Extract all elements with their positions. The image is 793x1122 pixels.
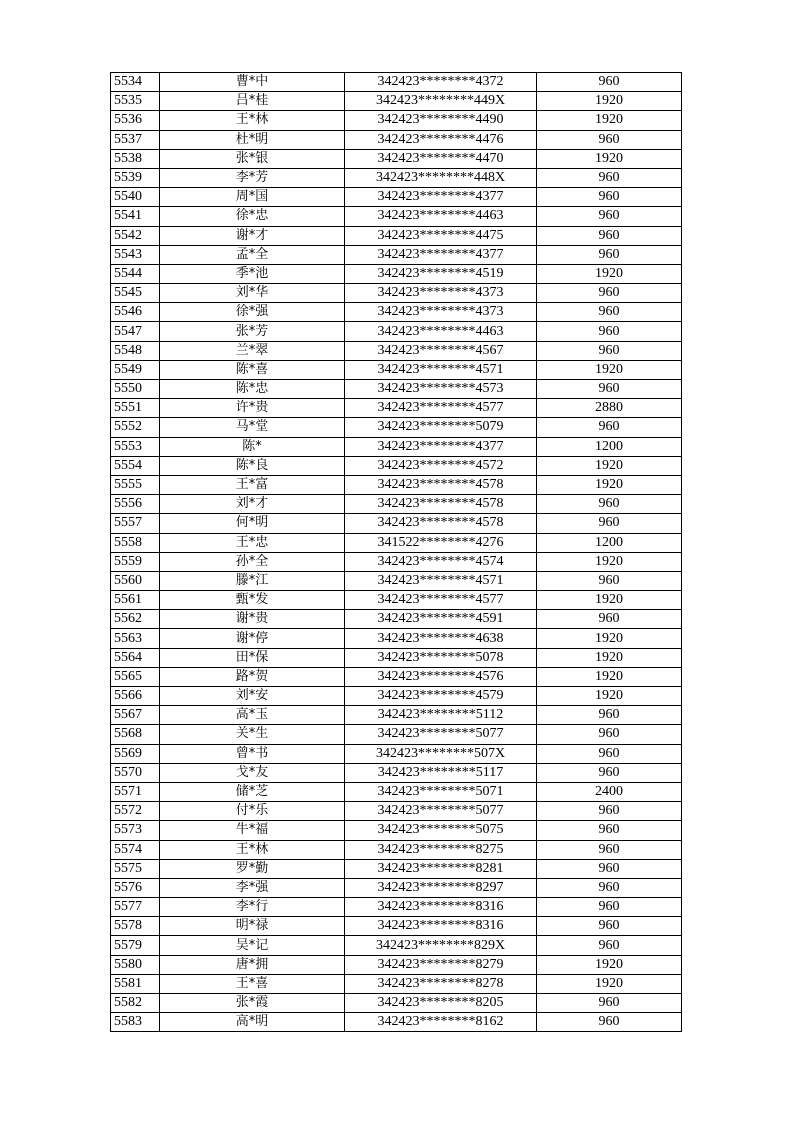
id-number-cell: 342423********448X xyxy=(345,168,537,187)
amount-cell: 1920 xyxy=(537,974,682,993)
name-cell: 高*明 xyxy=(160,1013,345,1032)
id-number-cell: 342423********5112 xyxy=(345,706,537,725)
id-number-cell: 342423********4470 xyxy=(345,149,537,168)
row-number-cell: 5573 xyxy=(111,821,160,840)
name-cell: 吴*记 xyxy=(160,936,345,955)
id-number-cell: 342423********4577 xyxy=(345,591,537,610)
name-cell: 杜*明 xyxy=(160,130,345,149)
table-row xyxy=(111,648,682,667)
row-number-cell: 5546 xyxy=(111,303,160,322)
amount-cell: 960 xyxy=(537,495,682,514)
amount-cell: 1200 xyxy=(537,437,682,456)
id-number-cell: 341522********4276 xyxy=(345,533,537,552)
id-number-cell: 342423********4571 xyxy=(345,571,537,590)
table-row xyxy=(111,418,682,437)
name-cell: 张*霞 xyxy=(160,994,345,1013)
amount-cell: 1920 xyxy=(537,955,682,974)
row-number-cell: 5536 xyxy=(111,111,160,130)
name-cell: 李*行 xyxy=(160,898,345,917)
table-row xyxy=(111,840,682,859)
amount-cell: 1920 xyxy=(537,149,682,168)
amount-cell: 960 xyxy=(537,994,682,1013)
amount-cell: 960 xyxy=(537,303,682,322)
table-row xyxy=(111,898,682,917)
name-cell: 甄*发 xyxy=(160,591,345,610)
row-number-cell: 5563 xyxy=(111,629,160,648)
name-cell: 张*银 xyxy=(160,149,345,168)
table-row xyxy=(111,706,682,725)
amount-cell: 1920 xyxy=(537,360,682,379)
row-number-cell: 5580 xyxy=(111,955,160,974)
table-row xyxy=(111,514,682,533)
id-number-cell: 342423********5117 xyxy=(345,763,537,782)
name-cell: 何*明 xyxy=(160,514,345,533)
amount-cell: 960 xyxy=(537,1013,682,1032)
id-number-cell: 342423********8279 xyxy=(345,955,537,974)
row-number-cell: 5562 xyxy=(111,610,160,629)
name-cell: 储*芝 xyxy=(160,782,345,801)
id-number-cell: 342423********4373 xyxy=(345,284,537,303)
row-number-cell: 5539 xyxy=(111,168,160,187)
table-row xyxy=(111,936,682,955)
amount-cell: 960 xyxy=(537,168,682,187)
row-number-cell: 5537 xyxy=(111,130,160,149)
amount-cell: 960 xyxy=(537,859,682,878)
id-number-cell: 342423********4476 xyxy=(345,130,537,149)
id-number-cell: 342423********4377 xyxy=(345,188,537,207)
amount-cell: 960 xyxy=(537,188,682,207)
id-number-cell: 342423********8275 xyxy=(345,840,537,859)
row-number-cell: 5541 xyxy=(111,207,160,226)
row-number-cell: 5577 xyxy=(111,898,160,917)
name-cell: 徐*强 xyxy=(160,303,345,322)
amount-cell: 960 xyxy=(537,725,682,744)
amount-cell: 960 xyxy=(537,936,682,955)
row-number-cell: 5550 xyxy=(111,380,160,399)
amount-cell: 2400 xyxy=(537,782,682,801)
table-row xyxy=(111,322,682,341)
amount-cell: 960 xyxy=(537,744,682,763)
id-number-cell: 342423********4475 xyxy=(345,226,537,245)
name-cell: 田*保 xyxy=(160,648,345,667)
id-number-cell: 342423********8205 xyxy=(345,994,537,1013)
amount-cell: 960 xyxy=(537,763,682,782)
row-number-cell: 5579 xyxy=(111,936,160,955)
row-number-cell: 5569 xyxy=(111,744,160,763)
table-row xyxy=(111,380,682,399)
name-cell: 关*生 xyxy=(160,725,345,744)
row-number-cell: 5538 xyxy=(111,149,160,168)
name-cell: 张*芳 xyxy=(160,322,345,341)
id-number-cell: 342423********5075 xyxy=(345,821,537,840)
row-number-cell: 5574 xyxy=(111,840,160,859)
amount-cell: 1920 xyxy=(537,111,682,130)
row-number-cell: 5542 xyxy=(111,226,160,245)
row-number-cell: 5551 xyxy=(111,399,160,418)
table-row xyxy=(111,456,682,475)
name-cell: 王*喜 xyxy=(160,974,345,993)
name-cell: 刘*安 xyxy=(160,687,345,706)
row-number-cell: 5554 xyxy=(111,456,160,475)
table-row xyxy=(111,782,682,801)
id-number-cell: 342423********8278 xyxy=(345,974,537,993)
row-number-cell: 5555 xyxy=(111,475,160,494)
name-cell: 季*池 xyxy=(160,264,345,283)
name-cell: 王*富 xyxy=(160,475,345,494)
id-number-cell: 342423********4574 xyxy=(345,552,537,571)
table-row xyxy=(111,130,682,149)
amount-cell: 960 xyxy=(537,73,682,92)
id-number-cell: 342423********4577 xyxy=(345,399,537,418)
row-number-cell: 5547 xyxy=(111,322,160,341)
table-row xyxy=(111,994,682,1013)
table-row xyxy=(111,878,682,897)
row-number-cell: 5549 xyxy=(111,360,160,379)
row-number-cell: 5566 xyxy=(111,687,160,706)
amount-cell: 960 xyxy=(537,821,682,840)
table-row xyxy=(111,552,682,571)
row-number-cell: 5572 xyxy=(111,802,160,821)
amount-cell: 960 xyxy=(537,130,682,149)
row-number-cell: 5564 xyxy=(111,648,160,667)
name-cell: 李*芳 xyxy=(160,168,345,187)
id-number-cell: 342423********4578 xyxy=(345,475,537,494)
table-row xyxy=(111,341,682,360)
id-number-cell: 342423********5078 xyxy=(345,648,537,667)
name-cell: 谢*贵 xyxy=(160,610,345,629)
table-row xyxy=(111,821,682,840)
name-cell: 孟*全 xyxy=(160,245,345,264)
id-number-cell: 342423********4591 xyxy=(345,610,537,629)
name-cell: 曾*书 xyxy=(160,744,345,763)
id-number-cell: 342423********4373 xyxy=(345,303,537,322)
table-row xyxy=(111,629,682,648)
row-number-cell: 5556 xyxy=(111,495,160,514)
id-number-cell: 342423********8316 xyxy=(345,917,537,936)
amount-cell: 1920 xyxy=(537,687,682,706)
id-number-cell: 342423********4573 xyxy=(345,380,537,399)
table-row xyxy=(111,667,682,686)
name-cell: 陈* xyxy=(160,437,345,456)
id-number-cell: 342423********4578 xyxy=(345,495,537,514)
row-number-cell: 5576 xyxy=(111,878,160,897)
id-number-cell: 342423********4490 xyxy=(345,111,537,130)
row-number-cell: 5567 xyxy=(111,706,160,725)
amount-cell: 960 xyxy=(537,898,682,917)
name-cell: 付*乐 xyxy=(160,802,345,821)
id-number-cell: 342423********8297 xyxy=(345,878,537,897)
id-number-cell: 342423********8162 xyxy=(345,1013,537,1032)
table-row xyxy=(111,149,682,168)
table-row xyxy=(111,974,682,993)
id-number-cell: 342423********4567 xyxy=(345,341,537,360)
table-row xyxy=(111,1013,682,1032)
table-row xyxy=(111,687,682,706)
id-number-cell: 342423********4463 xyxy=(345,322,537,341)
name-cell: 明*禄 xyxy=(160,917,345,936)
table-row xyxy=(111,284,682,303)
row-number-cell: 5561 xyxy=(111,591,160,610)
id-number-cell: 342423********5077 xyxy=(345,725,537,744)
amount-cell: 960 xyxy=(537,802,682,821)
table-row xyxy=(111,955,682,974)
amount-cell: 1920 xyxy=(537,629,682,648)
name-cell: 陈*忠 xyxy=(160,380,345,399)
table-row xyxy=(111,245,682,264)
name-cell: 陈*良 xyxy=(160,456,345,475)
row-number-cell: 5565 xyxy=(111,667,160,686)
row-number-cell: 5560 xyxy=(111,571,160,590)
table-row xyxy=(111,111,682,130)
row-number-cell: 5583 xyxy=(111,1013,160,1032)
id-number-cell: 342423********4572 xyxy=(345,456,537,475)
table-row xyxy=(111,610,682,629)
row-number-cell: 5582 xyxy=(111,994,160,1013)
amount-cell: 960 xyxy=(537,341,682,360)
row-number-cell: 5559 xyxy=(111,552,160,571)
row-number-cell: 5544 xyxy=(111,264,160,283)
amount-cell: 960 xyxy=(537,514,682,533)
table-row xyxy=(111,226,682,245)
table-row xyxy=(111,744,682,763)
amount-cell: 2880 xyxy=(537,399,682,418)
table-row xyxy=(111,533,682,552)
id-number-cell: 342423********8281 xyxy=(345,859,537,878)
row-number-cell: 5581 xyxy=(111,974,160,993)
row-number-cell: 5535 xyxy=(111,92,160,111)
amount-cell: 1920 xyxy=(537,456,682,475)
table-row xyxy=(111,264,682,283)
table-row xyxy=(111,168,682,187)
name-cell: 孙*全 xyxy=(160,552,345,571)
id-number-cell: 342423********5071 xyxy=(345,782,537,801)
id-number-cell: 342423********5077 xyxy=(345,802,537,821)
name-cell: 许*贵 xyxy=(160,399,345,418)
name-cell: 王*林 xyxy=(160,111,345,130)
name-cell: 兰*翠 xyxy=(160,341,345,360)
table-row xyxy=(111,92,682,111)
id-number-cell: 342423********4578 xyxy=(345,514,537,533)
amount-cell: 1920 xyxy=(537,264,682,283)
name-cell: 刘*才 xyxy=(160,495,345,514)
row-number-cell: 5543 xyxy=(111,245,160,264)
table-row xyxy=(111,399,682,418)
row-number-cell: 5545 xyxy=(111,284,160,303)
amount-cell: 960 xyxy=(537,207,682,226)
name-cell: 王*忠 xyxy=(160,533,345,552)
amount-cell: 1200 xyxy=(537,533,682,552)
amount-cell: 960 xyxy=(537,571,682,590)
amount-cell: 960 xyxy=(537,284,682,303)
id-number-cell: 342423********4463 xyxy=(345,207,537,226)
id-number-cell: 342423********4638 xyxy=(345,629,537,648)
amount-cell: 960 xyxy=(537,418,682,437)
id-number-cell: 342423********4519 xyxy=(345,264,537,283)
name-cell: 谢*才 xyxy=(160,226,345,245)
name-cell: 唐*拥 xyxy=(160,955,345,974)
row-number-cell: 5568 xyxy=(111,725,160,744)
amount-cell: 960 xyxy=(537,878,682,897)
amount-cell: 1920 xyxy=(537,591,682,610)
id-number-cell: 342423********4576 xyxy=(345,667,537,686)
row-number-cell: 5558 xyxy=(111,533,160,552)
row-number-cell: 5578 xyxy=(111,917,160,936)
table-row xyxy=(111,859,682,878)
amount-cell: 960 xyxy=(537,610,682,629)
table-row xyxy=(111,475,682,494)
name-cell: 曹*中 xyxy=(160,73,345,92)
row-number-cell: 5571 xyxy=(111,782,160,801)
amount-cell: 960 xyxy=(537,917,682,936)
name-cell: 滕*江 xyxy=(160,571,345,590)
name-cell: 戈*友 xyxy=(160,763,345,782)
amount-cell: 960 xyxy=(537,226,682,245)
table-row xyxy=(111,73,682,92)
name-cell: 吕*桂 xyxy=(160,92,345,111)
id-number-cell: 342423********507X xyxy=(345,744,537,763)
name-cell: 谢*停 xyxy=(160,629,345,648)
name-cell: 徐*忠 xyxy=(160,207,345,226)
table-row xyxy=(111,763,682,782)
row-number-cell: 5552 xyxy=(111,418,160,437)
id-number-cell: 342423********449X xyxy=(345,92,537,111)
amount-cell: 960 xyxy=(537,840,682,859)
table-row xyxy=(111,360,682,379)
table-row xyxy=(111,725,682,744)
row-number-cell: 5534 xyxy=(111,73,160,92)
name-cell: 李*强 xyxy=(160,878,345,897)
table-row xyxy=(111,495,682,514)
amount-cell: 960 xyxy=(537,245,682,264)
name-cell: 周*国 xyxy=(160,188,345,207)
id-number-cell: 342423********4571 xyxy=(345,360,537,379)
id-number-cell: 342423********4377 xyxy=(345,245,537,264)
name-cell: 牛*福 xyxy=(160,821,345,840)
name-cell: 陈*喜 xyxy=(160,360,345,379)
table-row xyxy=(111,917,682,936)
id-number-cell: 342423********829X xyxy=(345,936,537,955)
table-row xyxy=(111,188,682,207)
id-number-cell: 342423********8316 xyxy=(345,898,537,917)
table-row xyxy=(111,591,682,610)
table-row xyxy=(111,207,682,226)
amount-cell: 960 xyxy=(537,322,682,341)
id-number-cell: 342423********4372 xyxy=(345,73,537,92)
table-row xyxy=(111,571,682,590)
amount-cell: 1920 xyxy=(537,92,682,111)
row-number-cell: 5570 xyxy=(111,763,160,782)
id-number-cell: 342423********4579 xyxy=(345,687,537,706)
name-cell: 罗*勤 xyxy=(160,859,345,878)
table-row xyxy=(111,437,682,456)
amount-cell: 960 xyxy=(537,380,682,399)
amount-cell: 960 xyxy=(537,706,682,725)
name-cell: 高*玉 xyxy=(160,706,345,725)
name-cell: 马*堂 xyxy=(160,418,345,437)
id-number-cell: 342423********5079 xyxy=(345,418,537,437)
amount-cell: 1920 xyxy=(537,648,682,667)
row-number-cell: 5575 xyxy=(111,859,160,878)
amount-cell: 1920 xyxy=(537,667,682,686)
id-number-cell: 342423********4377 xyxy=(345,437,537,456)
table-row xyxy=(111,303,682,322)
name-cell: 王*林 xyxy=(160,840,345,859)
row-number-cell: 5553 xyxy=(111,437,160,456)
table-row xyxy=(111,802,682,821)
row-number-cell: 5557 xyxy=(111,514,160,533)
name-cell: 刘*华 xyxy=(160,284,345,303)
amount-cell: 1920 xyxy=(537,552,682,571)
row-number-cell: 5548 xyxy=(111,341,160,360)
row-number-cell: 5540 xyxy=(111,188,160,207)
amount-cell: 1920 xyxy=(537,475,682,494)
name-cell: 路*贺 xyxy=(160,667,345,686)
table-body xyxy=(111,73,682,1032)
subsidy-table xyxy=(110,72,682,1032)
